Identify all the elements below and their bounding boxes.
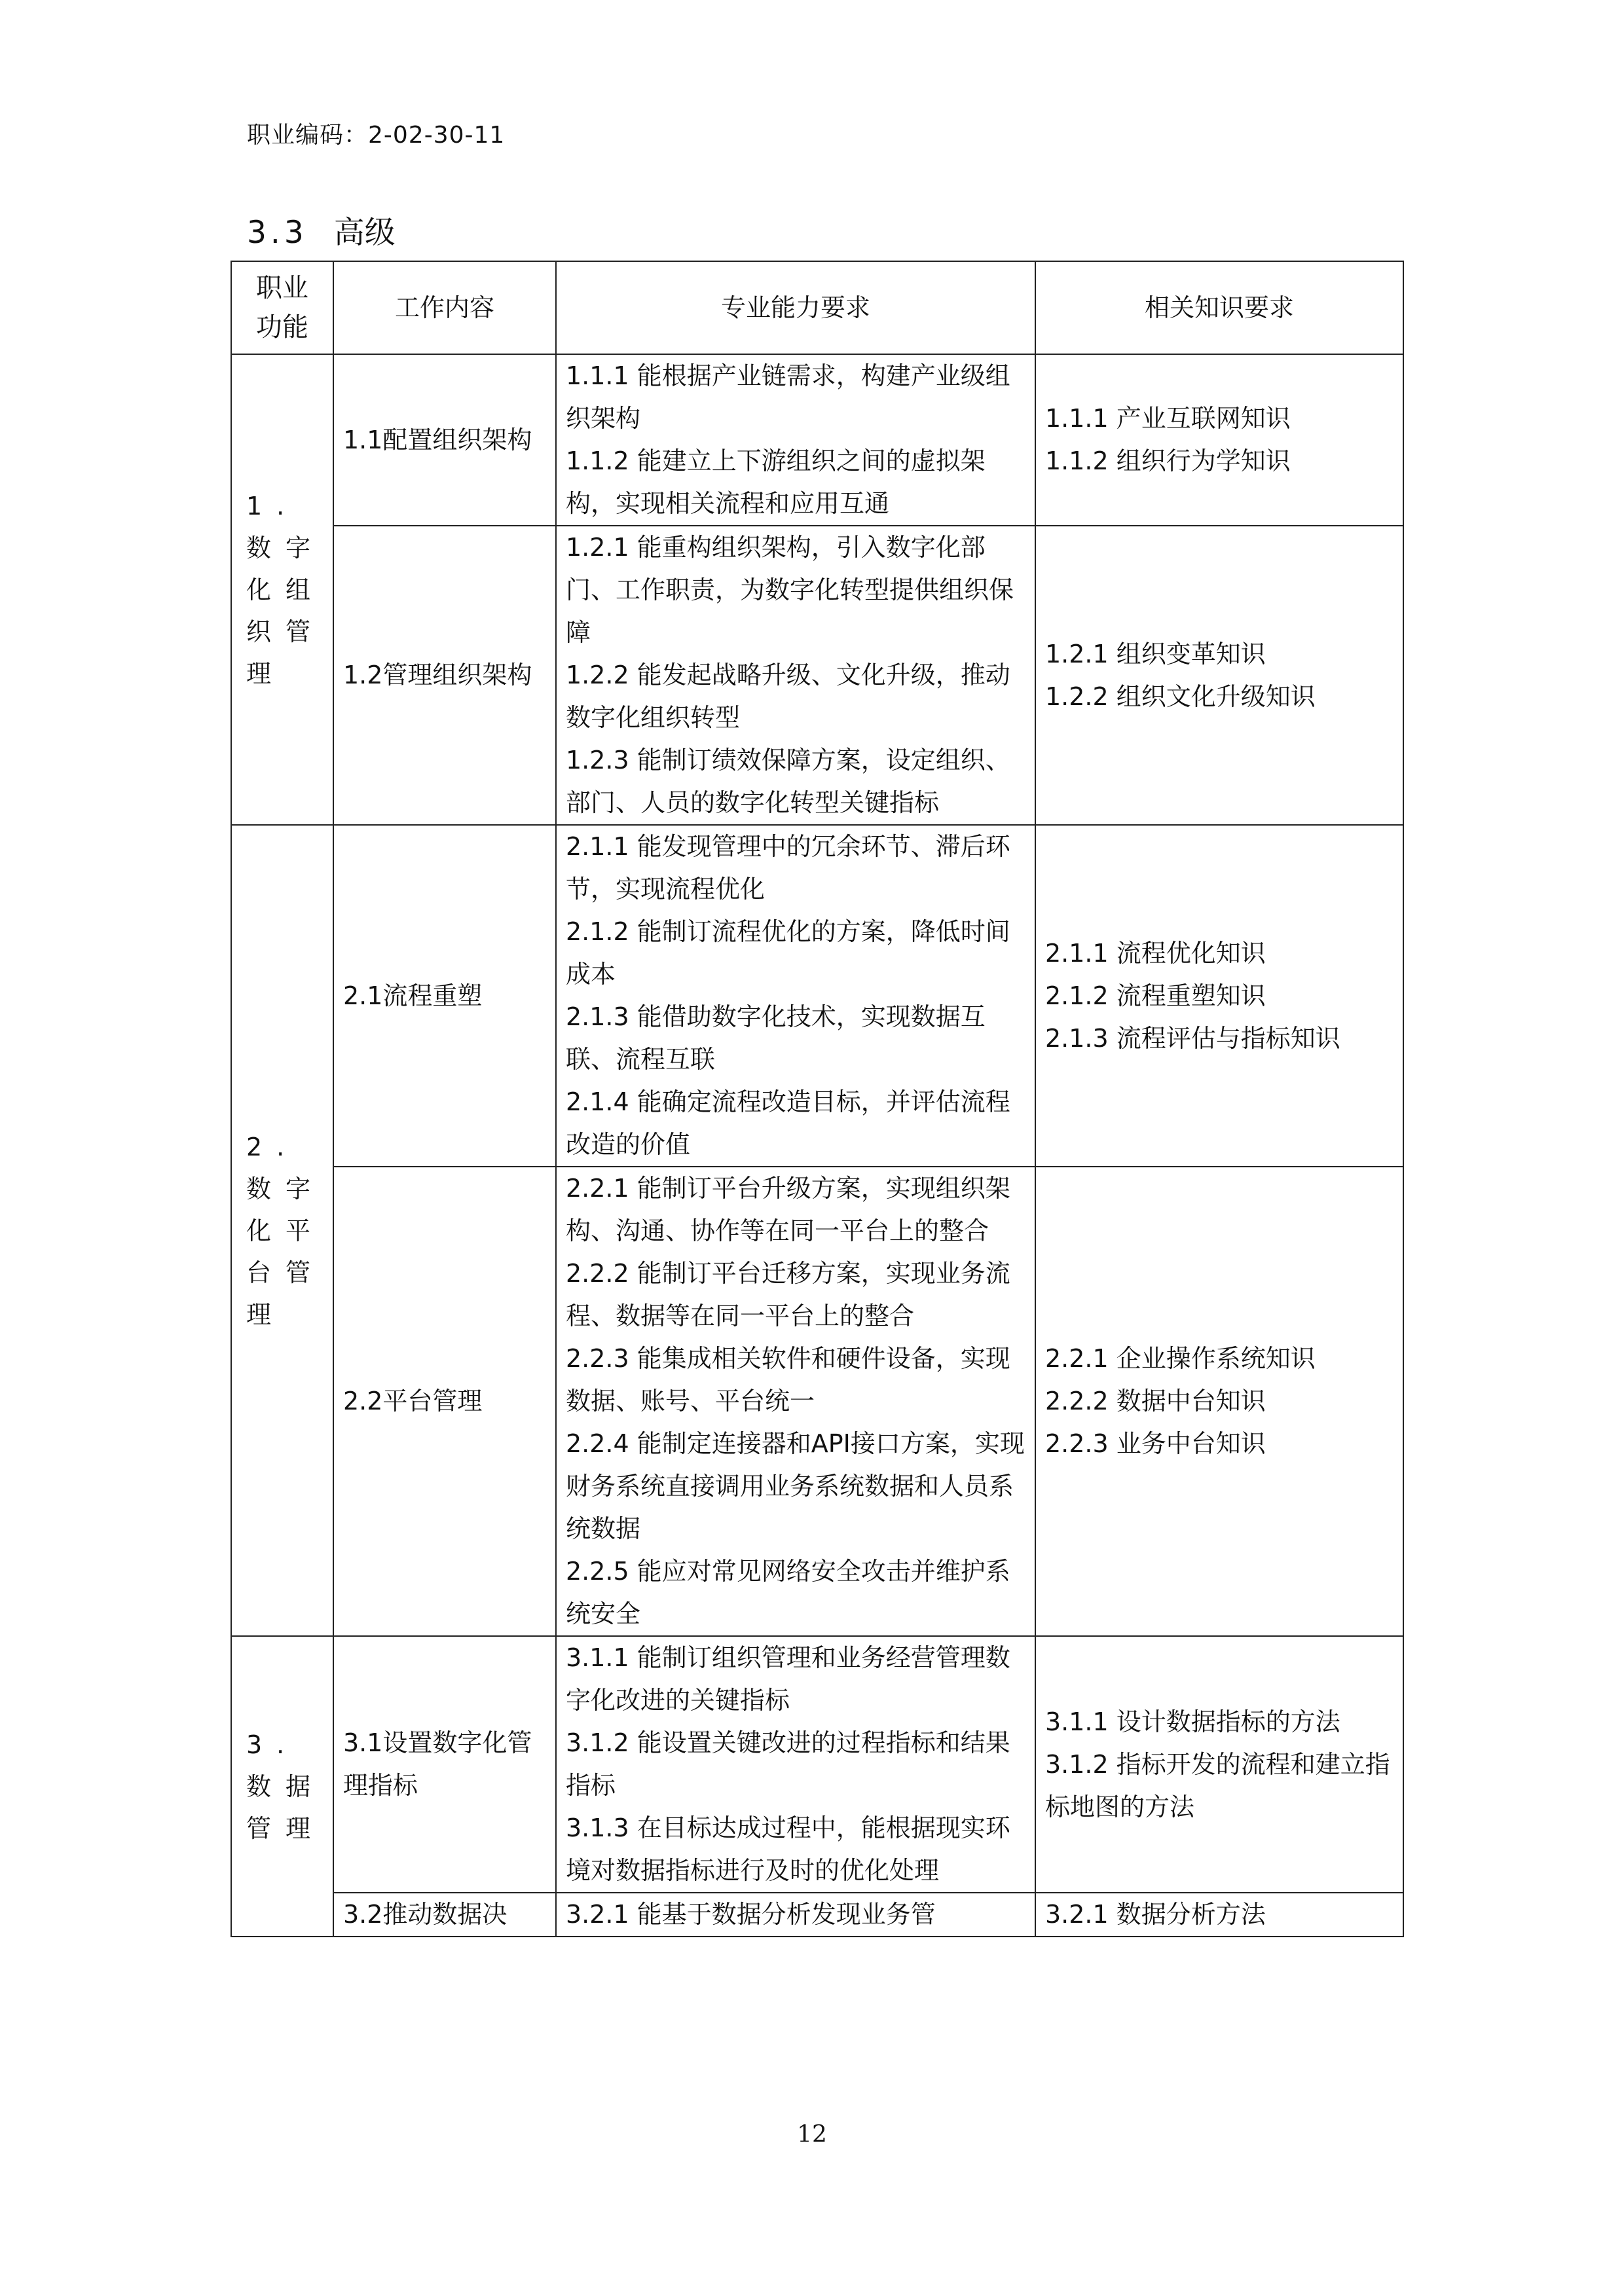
knowledge-item: 1.2.2 组织文化升级知识 (1045, 682, 1316, 711)
knowledge-item: 2.2.3 业务中台知识 (1045, 1429, 1266, 1458)
knowledge-item: 2.2.2 数据中台知识 (1045, 1387, 1266, 1415)
knowledge-item: 2.2.1 企业操作系统知识 (1045, 1344, 1316, 1373)
section-title: 高级 (333, 215, 396, 251)
header-function: 职业功能 (231, 261, 333, 354)
knowledge-item: 2.1.3 流程评估与指标知识 (1045, 1023, 1340, 1053)
knowledge-item: 2.1.2 流程重塑知识 (1045, 981, 1266, 1010)
knowledge-requirements-cell (1035, 526, 1403, 825)
requirements-table (231, 261, 1404, 1937)
skill-item: 2.1.2 能制订流程优化的方案，降低时间成本 (566, 917, 1010, 989)
skill-item: 2.2.3 能集成相关软件和硬件设备，实现数据、账号、平台统一 (566, 1344, 1010, 1415)
table-row (231, 354, 1403, 526)
header-skills: 专业能力要求 (556, 261, 1035, 354)
skill-item: 3.1.1 能制订组织管理和业务经营管理数字化改进的关键指标 (566, 1643, 1010, 1715)
table-row (231, 1167, 1403, 1636)
skill-requirements-cell (556, 1893, 1035, 1937)
skill-item: 1.1.1 能根据产业链需求，构建产业级组织架构 (566, 361, 1010, 433)
header-knowledge: 相关知识要求 (1035, 261, 1403, 354)
work-content-cell: 1.1配置组织架构 (333, 354, 556, 526)
skill-item: 2.2.2 能制订平台迁移方案，实现业务流程、数据等在同一平台上的整合 (566, 1259, 1010, 1330)
work-content-cell: 1.2管理组织架构 (333, 526, 556, 825)
skill-requirements-cell (556, 526, 1035, 825)
skill-item: 2.1.4 能确定流程改造目标，并评估流程改造的价值 (566, 1087, 1010, 1159)
page-number: 12 (797, 2121, 827, 2148)
function-cell: 1. 数字化组织管理 (231, 354, 333, 825)
knowledge-item: 1.1.2 组织行为学知识 (1045, 446, 1291, 475)
skill-requirements-cell (556, 825, 1035, 1167)
skill-item: 2.1.3 能借助数字化技术，实现数据互联、流程互联 (566, 1002, 986, 1074)
knowledge-requirements-cell (1035, 1893, 1403, 1937)
skill-item: 2.2.5 能应对常见网络安全攻击并维护系统安全 (566, 1557, 1010, 1628)
table-row (231, 1893, 1403, 1937)
skill-item: 2.2.1 能制订平台升级方案，实现组织架构、沟通、协作等在同一平台上的整合 (566, 1174, 1010, 1245)
work-content-cell: 3.1设置数字化管理指标 (333, 1636, 556, 1893)
skill-item: 3.1.2 能设置关键改进的过程指标和结果指标 (566, 1728, 1010, 1800)
knowledge-item: 2.1.1 流程优化知识 (1045, 938, 1266, 968)
function-cell: 2. 数字化平台管理 (231, 825, 333, 1636)
knowledge-item: 3.2.1 数据分析方法 (1045, 1900, 1266, 1929)
work-content-cell: 3.2推动数据决 (333, 1893, 556, 1937)
knowledge-requirements-cell (1035, 825, 1403, 1167)
skill-requirements-cell (556, 1636, 1035, 1893)
occupation-code: 职业编码：2-02-30-11 (247, 122, 506, 149)
knowledge-requirements-cell (1035, 354, 1403, 526)
work-content-cell: 2.1流程重塑 (333, 825, 556, 1167)
knowledge-requirements-cell (1035, 1636, 1403, 1893)
table-header-row (231, 261, 1403, 354)
table-row (231, 1636, 1403, 1893)
skill-requirements-cell (556, 1167, 1035, 1636)
function-cell: 3. 数据管理 (231, 1636, 333, 1937)
table-row (231, 526, 1403, 825)
skill-item: 1.1.2 能建立上下游组织之间的虚拟架构，实现相关流程和应用互通 (566, 446, 986, 518)
table-row (231, 825, 1403, 1167)
skill-item: 1.2.1 能重构组织架构，引入数字化部门、工作职责，为数字化转型提供组织保障 (566, 533, 1014, 647)
knowledge-item: 3.1.2 指标开发的流程和建立指标地图的方法 (1045, 1749, 1390, 1821)
knowledge-requirements-cell (1035, 1167, 1403, 1636)
header-work: 工作内容 (333, 261, 556, 354)
skill-item: 2.2.4 能制定连接器和API接口方案，实现财务系统直接调用业务系统数据和人员系统数据 (566, 1429, 1025, 1543)
skill-item: 3.1.3 在目标达成过程中，能根据现实环境对数据指标进行及时的优化处理 (566, 1813, 1010, 1885)
section-heading (247, 208, 396, 252)
skill-requirements-cell (556, 354, 1035, 526)
knowledge-item: 1.2.1 组织变革知识 (1045, 639, 1266, 668)
skill-item: 3.2.1 能基于数据分析发现业务管 (566, 1900, 936, 1929)
knowledge-item: 3.1.1 设计数据指标的方法 (1045, 1707, 1340, 1736)
knowledge-item: 1.1.1 产业互联网知识 (1045, 404, 1291, 433)
skill-item: 1.2.3 能制订绩效保障方案，设定组织、部门、人员的数字化转型关键指标 (566, 746, 1010, 817)
skill-item: 1.2.2 能发起战略升级、文化升级，推动数字化组织转型 (566, 661, 1010, 732)
work-content-cell: 2.2平台管理 (333, 1167, 556, 1636)
section-number: 3.3 (247, 215, 308, 251)
skill-item: 2.1.1 能发现管理中的冗余环节、滞后环节，实现流程优化 (566, 832, 1010, 903)
